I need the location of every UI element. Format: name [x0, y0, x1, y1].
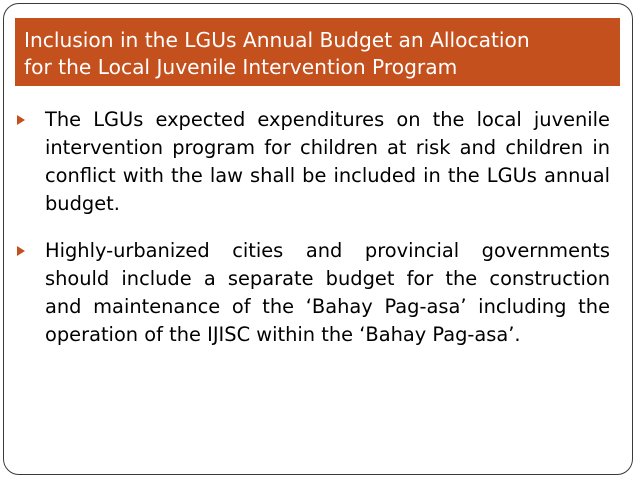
triangle-right-icon — [17, 115, 25, 125]
title-bar — [15, 18, 620, 86]
slide-title-line-2: for the Local Juvenile Intervention Program — [24, 55, 458, 79]
slide-title-line-1: Inclusion in the LGUs Annual Budget an Allocation — [24, 28, 530, 52]
bullet-text: Highly-urbanized cities and provincial governments should include a separate budget for the construction and maintenance of the ‘Bahay Pag-asa’ including the operation of the IJISC within the ‘Bahay Pag-asa’. — [45, 239, 610, 346]
triangle-right-icon — [17, 246, 25, 256]
list-item — [45, 237, 610, 349]
bullet-list — [45, 106, 610, 368]
list-item — [45, 106, 610, 218]
bullet-text: The LGUs expected expenditures on the local juvenile intervention program for children at risk and children in conflict with the law shall be included in the LGUs annual budget. — [45, 108, 610, 215]
